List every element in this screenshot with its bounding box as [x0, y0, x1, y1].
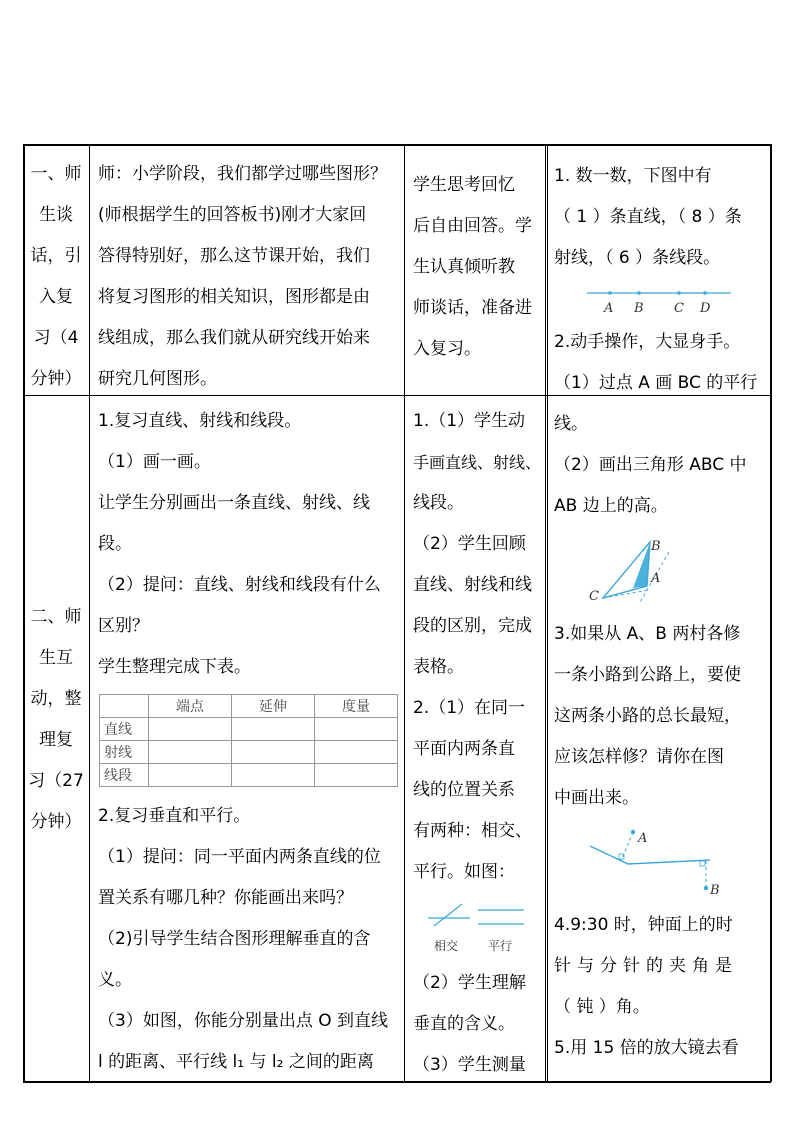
review-table-header: 度量: [315, 695, 398, 718]
stage-text: 生互: [39, 648, 73, 668]
teacher-cell-intro: [98, 154, 400, 400]
exercise-q2: [554, 322, 768, 527]
teacher-line: (师根据学生的回答板书)刚才大家回: [98, 205, 367, 225]
review-table-cell[interactable]: [315, 718, 398, 741]
label-a: A: [604, 301, 614, 316]
review-table-cell[interactable]: [149, 764, 232, 787]
road-line: [590, 846, 710, 864]
stage-text: 理复: [39, 730, 73, 750]
col-divider-3b: [547, 144, 548, 1082]
stage-text: 习（27: [28, 771, 84, 791]
student-line: 1.（1）学生动: [413, 411, 526, 431]
review-table-cell[interactable]: [149, 718, 232, 741]
caption-intersect: 相交: [434, 939, 459, 953]
teacher-line: （1）画一画。: [98, 452, 211, 472]
stage-text: 一、师: [30, 164, 82, 184]
review-table-cell[interactable]: [315, 764, 398, 787]
stage-text: 生谈: [39, 205, 73, 225]
table-row: [100, 764, 398, 787]
label-b: B: [651, 539, 661, 554]
teacher-line: （1）提问：同一平面内两条直线的位: [98, 847, 381, 867]
student-line: 表格。: [413, 657, 464, 677]
teacher-line: 置关系有哪几种？你能画出来吗？: [98, 888, 353, 908]
teacher-line: （3）如图，你能分别量出点 O 到直线: [98, 1011, 389, 1031]
review-table: [99, 694, 398, 787]
label-a: A: [638, 831, 648, 846]
review-table-row-label: 射线: [100, 741, 149, 764]
exercise-line: 4.9:30 时，钟面上的时: [554, 915, 733, 935]
teacher-line: 研究几何图形。: [98, 369, 217, 389]
student-cell-review-b: [413, 963, 545, 1086]
teacher-line: 段。: [98, 534, 132, 554]
student-line: 平面内两条直: [413, 739, 515, 759]
exercise-line: 3.如果从 A、B 两村各修: [554, 624, 741, 644]
teacher-line: 义。: [98, 970, 132, 990]
exercise-line: （ 钝 ）角。: [554, 997, 650, 1017]
stage-text: 分钟）: [30, 369, 82, 389]
teacher-line: （2）提问：直线、射线和线段有什么: [98, 575, 381, 595]
road-villages-figure: [588, 824, 728, 896]
point-b: [637, 291, 641, 295]
col-divider-1: [89, 144, 90, 1082]
exercise-line: 这两条小路的总长最短，: [554, 706, 741, 726]
teacher-line: 2.复习垂直和平行。: [98, 806, 251, 826]
review-table-header: [100, 695, 149, 718]
right-angle-mark-b: [700, 861, 705, 866]
student-line: 有两种：相交、: [413, 821, 532, 841]
teacher-line: 1.复习直线、射线和线段。: [98, 411, 302, 431]
student-line: 线的位置关系: [413, 780, 515, 800]
student-line: 后自由回答。学: [413, 216, 532, 236]
point-d: [703, 291, 707, 295]
teacher-cell-review-b: [98, 796, 400, 1083]
stage-text: 习（4: [33, 328, 79, 348]
exercise-line: 应该怎样修？请你在图: [554, 747, 724, 767]
exercise-q1: [554, 156, 768, 279]
teacher-line: 学生整理完成下表。: [98, 657, 251, 677]
table-top-border: [23, 144, 771, 146]
exercise-q4: [554, 905, 768, 1069]
student-cell-intro: [413, 165, 543, 370]
dashed-path-a: [621, 832, 633, 861]
student-line: 师谈话，准备进: [413, 298, 532, 318]
exercise-line: 一条小路到公路上，要使: [554, 665, 741, 685]
exercise-line: 针与分针的夹角是: [554, 956, 738, 976]
teacher-cell-review-a: [98, 401, 400, 688]
student-line: （2）学生回顾: [413, 534, 526, 554]
col-divider-3: [545, 144, 546, 1082]
student-line: 学生思考回忆: [413, 175, 515, 195]
intersect-line-2: [434, 904, 462, 926]
label-d: D: [700, 301, 711, 316]
student-line: 手画直线、射线、: [413, 453, 542, 472]
teacher-line: 区别？: [98, 616, 149, 636]
student-line: 直线、射线和线: [413, 575, 532, 595]
teacher-line: 答得特别好，那么这节课开始，我们: [98, 246, 370, 266]
student-line: （3）学生测量: [413, 1055, 526, 1075]
stage-text: 动，整: [30, 689, 82, 709]
stage-text: 话，引: [30, 246, 82, 266]
stage-text: 分钟）: [30, 812, 82, 832]
point-c: [677, 291, 681, 295]
triangle-abc-figure: [585, 534, 685, 606]
table-row: [100, 718, 398, 741]
teacher-line: （2)引导学生结合图形理解垂直的含: [98, 929, 371, 949]
student-line: 段的区别，完成: [413, 616, 532, 636]
label-c: C: [674, 301, 684, 316]
intersect-parallel-figure: [420, 898, 540, 958]
caption-parallel: 平行: [488, 939, 513, 953]
label-b: B: [710, 883, 720, 898]
col-divider-2: [404, 144, 405, 1082]
exercise-line: AB 边上的高。: [554, 496, 668, 516]
exercise-line: （2）画出三角形 ABC 中: [554, 455, 747, 475]
teacher-line: l 的距离、平行线 l₁ 与 l₂ 之间的距离: [98, 1052, 374, 1072]
review-table-cell[interactable]: [232, 764, 315, 787]
stage-cell-intro: [23, 154, 89, 400]
student-line: 线段。: [413, 493, 464, 513]
teacher-line: 师：小学阶段，我们都学过哪些图形？: [98, 164, 387, 184]
exercise-line: 射线，（ 6 ）条线段。: [554, 248, 721, 268]
student-line: 入复习。: [413, 339, 481, 359]
review-table-cell[interactable]: [232, 718, 315, 741]
exercise-line: 线。: [554, 414, 588, 434]
review-table-cell[interactable]: [232, 741, 315, 764]
teacher-line: 线组成，那么我们就从研究线开始来: [98, 328, 370, 348]
exercise-line: 1. 数一数，下图中有: [554, 166, 712, 186]
stage-text: 入复: [39, 287, 73, 307]
student-line: 生认真倾听教: [413, 257, 515, 277]
line-abcd-figure: [585, 284, 735, 318]
stage-text: 二、师: [30, 607, 82, 627]
student-line: 2.（1）在同一: [413, 698, 526, 718]
student-line: 平行。如图：: [413, 862, 515, 882]
point-a: [608, 291, 612, 295]
exercise-line: 2.动手操作，大显身手。: [554, 332, 741, 352]
review-table-header: 端点: [149, 695, 232, 718]
label-c: C: [589, 589, 599, 604]
label-b: B: [634, 301, 644, 316]
exercise-line: 中画出来。: [554, 788, 639, 808]
stage-cell-review: [23, 597, 89, 843]
exercise-line: （1）过点 A 画 BC 的平行: [554, 373, 758, 393]
exercise-q3: [554, 614, 768, 819]
exercise-line: 5.用 15 倍的放大镜去看: [554, 1038, 739, 1058]
label-a: A: [651, 571, 661, 586]
table-row: [100, 741, 398, 764]
student-cell-review-a: [413, 401, 545, 893]
teacher-line: 将复习图形的相关知识，图形都是由: [98, 287, 370, 307]
review-table-cell[interactable]: [149, 741, 232, 764]
student-line: 垂直的含义。: [413, 1014, 515, 1034]
review-table-header: 延伸: [232, 695, 315, 718]
col-divider-4: [770, 144, 772, 1082]
teacher-line: 让学生分别画出一条直线、射线、线: [98, 493, 370, 513]
review-table-row-label: 直线: [100, 718, 149, 741]
review-table-cell[interactable]: [315, 741, 398, 764]
student-line: （2）学生理解: [413, 973, 526, 993]
review-table-row-label: 线段: [100, 764, 149, 787]
exercise-line: （ 1 ）条直线，（ 8 ）条: [554, 207, 742, 227]
